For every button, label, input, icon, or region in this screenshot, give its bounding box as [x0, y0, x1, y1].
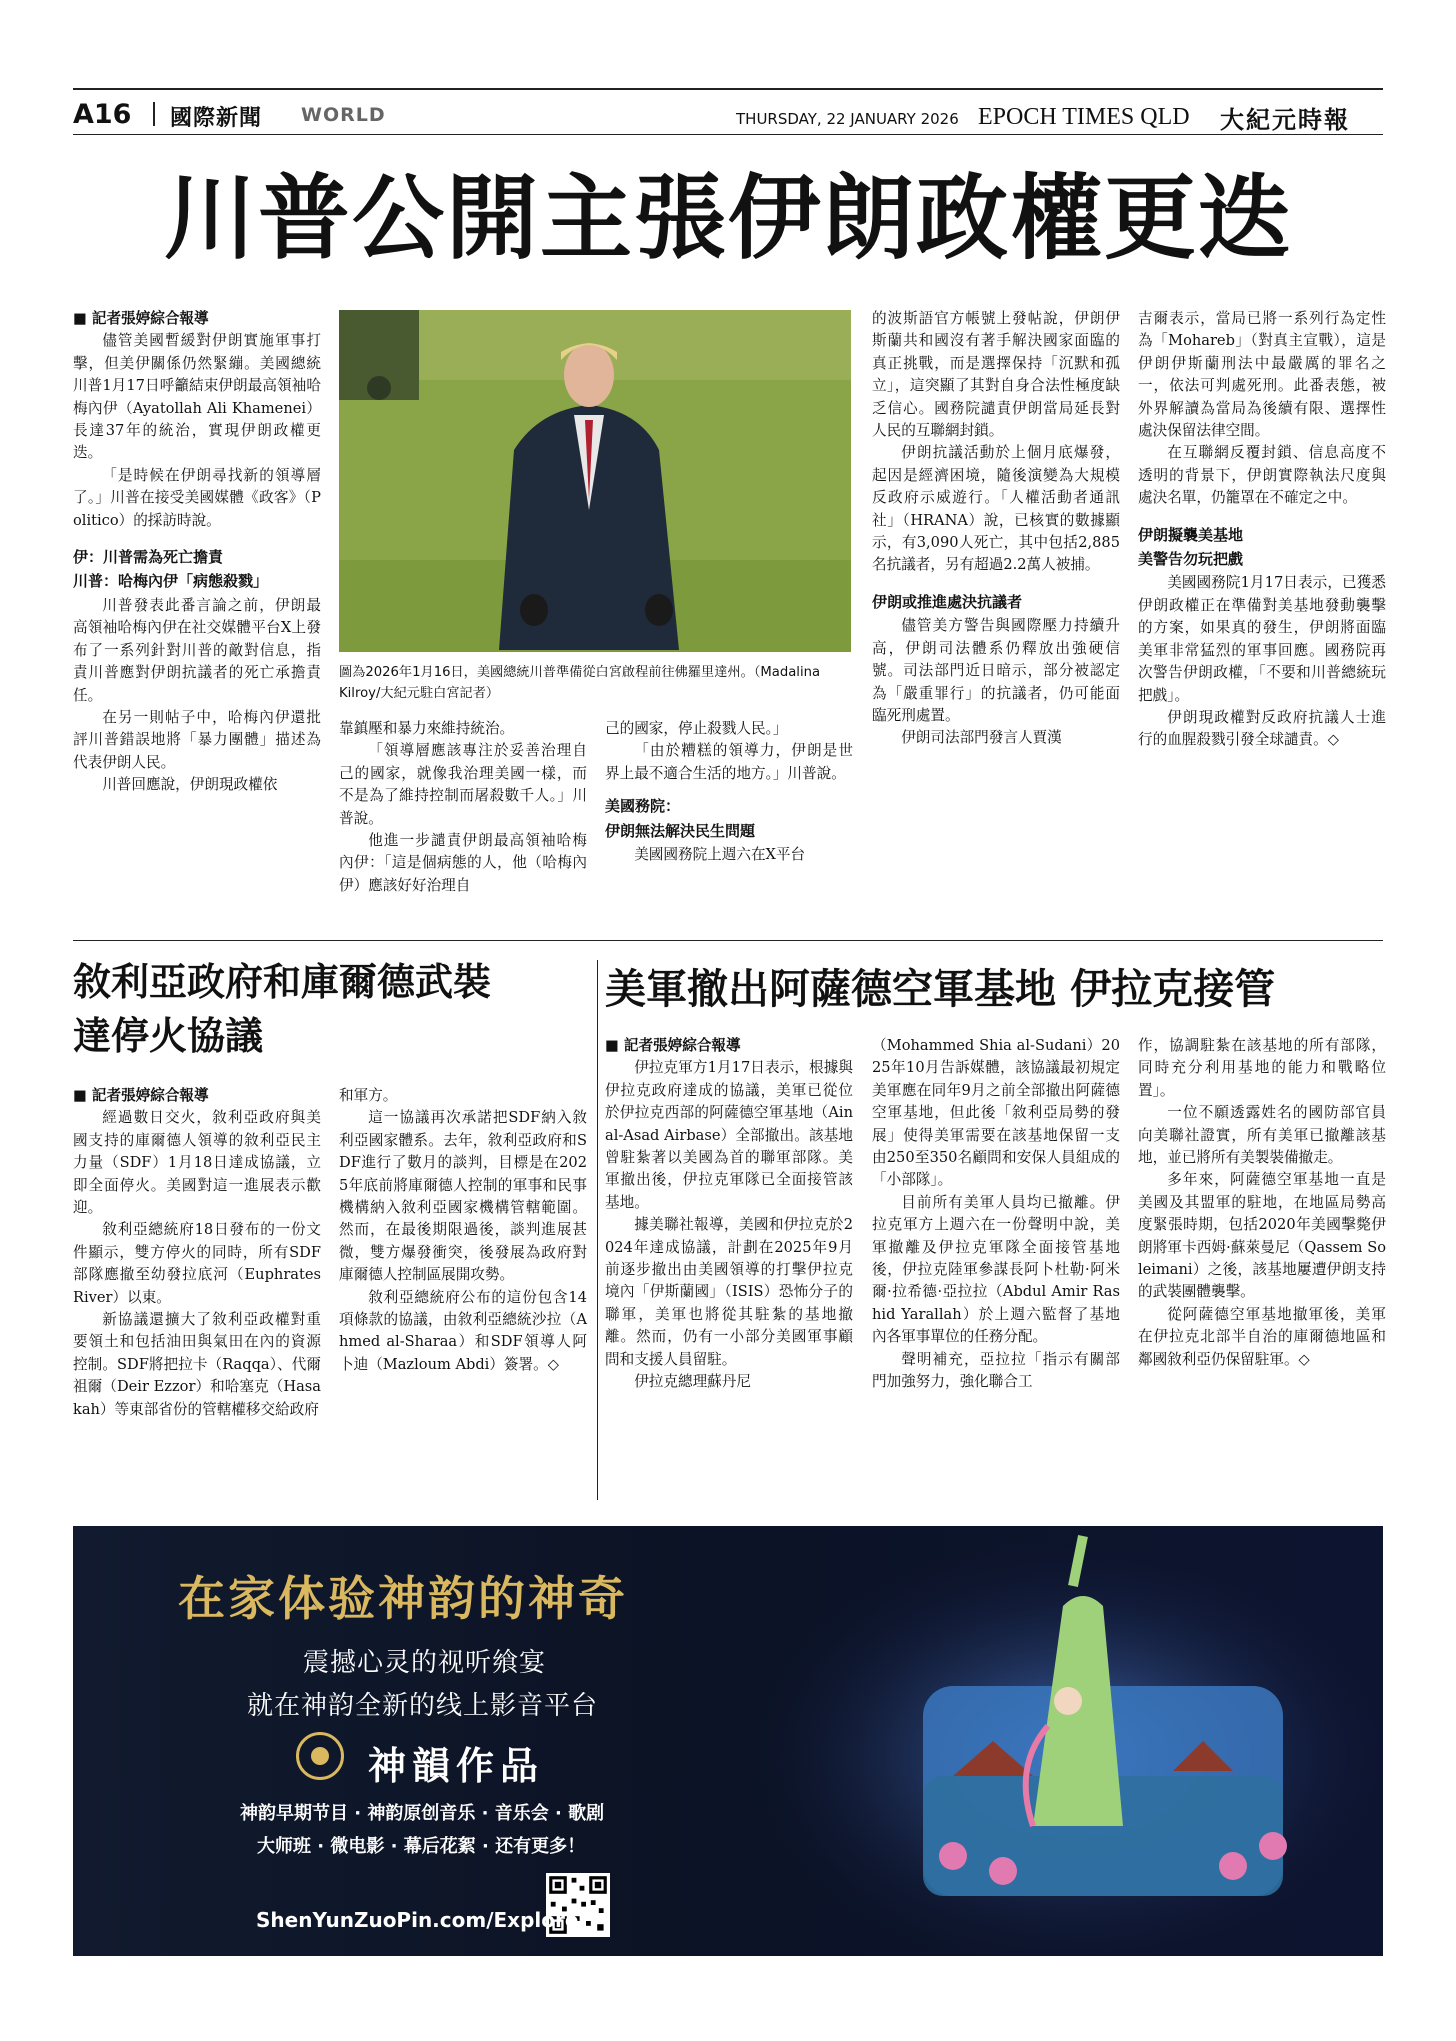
iraq-byline: ■ 記者張婷綜合報導: [605, 1037, 741, 1054]
iraq-paragraph: 從阿薩德空軍基地撤軍後，美軍在伊拉克北部半自治的庫爾德地區和鄰國敘利亞仍保留駐軍。◇: [1138, 1305, 1386, 1368]
lead-headline: 川普公開主張伊朗政權更迭: [163, 164, 1292, 272]
ad-tagline: 就在神韵全新的线上影音平台: [247, 1691, 599, 1721]
syria-paragraph: 經過數日交火，敘利亞政府與美國支持的庫爾德人領導的敘利亞民主力量（SDF）1月18日達成協議，立即全面停火。美國對這一進展表示歡迎。: [73, 1109, 321, 1217]
syria-headline-line: 敘利亞政府和庫爾德武裝: [73, 960, 492, 1004]
lead-paragraph: 儘管美方警告與國際壓力持續升高，伊朗司法體系仍釋放出強硬信號。司法部門近日暗示，部分被認定為「嚴重罪行」的抗議者，仍可能面臨死刑處置。: [872, 617, 1120, 724]
lead-paragraph: 川普回應說，伊朗現政權依: [102, 776, 278, 794]
syria-byline: ■ 記者張婷綜合報導: [73, 1087, 209, 1104]
lead-subhead: 美國務院：: [605, 797, 681, 816]
lead-column-4: [872, 308, 1120, 750]
lead-subhead: 伊朗或推進處決抗議者: [872, 592, 1023, 611]
iraq-paragraph: 多年來，阿薩德空軍基地一直是美國及其盟軍的駐地，在地區局勢高度緊張時期，包括2020年美國擊斃伊朗將軍卡西姆·蘇萊曼尼（Qassem Soleimani）之後，該基地屢遭伊朗支持的武裝團體襲擊。: [1138, 1171, 1386, 1301]
ad-program-list: 神韵早期节目 · 神韵原创音乐 · 音乐会 · 歌剧: [240, 1803, 605, 1824]
lead-subhead: 美警告勿玩把戲: [1138, 550, 1244, 569]
ad-title: 在家体验神韵的神奇: [178, 1572, 628, 1627]
lead-paragraph: 「由於糟糕的領導力，伊朗是世界上最不適合生活的地方。」川普說。: [605, 742, 853, 782]
syria-headline-line: 達停火協議: [73, 1014, 264, 1058]
lead-paragraph: 美國國務院1月17日表示，已獲悉伊朗政權正在準備對美基地發動襲擊的方案，如果真的發生，伊朗將面臨美軍非常猛烈的軍事回應。國務院再次警告伊朗政權，「不要和川普總統玩把戲」。: [1138, 574, 1386, 704]
lead-paragraph: 儘管美國暫緩對伊朗實施軍事打擊，但美伊關係仍然緊繃。美國總統川普1月17日呼籲結束伊朗最高領袖哈梅內伊（Ayatollah Ali Khamenei）長達37年的統治，實現伊朗政權更迭。: [73, 332, 321, 462]
iraq-paragraph: 聲明補充，亞拉拉「指示有關部門加強努力，強化聯合工: [872, 1350, 1120, 1391]
lead-subhead: 伊：川普需為死亡擔責: [73, 548, 224, 567]
lead-paragraph: 在互聯網反覆封鎖、信息高度不透明的背景下，伊朗實際執法尺度與處決名單，仍籠罩在不確定之中。: [1138, 444, 1386, 507]
lead-paragraph: 吉爾表示，當局已將一系列行為定性為「Mohareb」（對真主宣戰），這是伊朗伊斯蘭刑法中最嚴厲的罪名之一，依法可判處死刑。此番表態，被外界解讀為當局為後續有限、選擇性處決保留法律空間。: [1138, 310, 1386, 440]
syria-paragraph: 敘利亞總統府18日發布的一份文件顯示，雙方停火的同時，所有SDF部隊應撤至幼發拉底河（Euphrates River）以東。: [73, 1221, 321, 1306]
lead-paragraph: 「領導層應該專注於妥善治理自己的國家，就像我治理美國一樣，而不是為了維持控制而屠殺數千人。」川普說。: [339, 742, 587, 827]
iraq-paragraph: 伊拉克軍方1月17日表示，根據與伊拉克政府達成的協議，美軍已從位於伊拉克西部的阿薩德空軍基地（Ain al-Asad Airbase）全部撤出。該基地曾駐紮著以美國為首的聯軍部隊。美軍撤出後，伊拉克軍隊已全面接管該基地。: [605, 1059, 853, 1211]
syria-paragraph: 這一協議再次承諾把SDF納入敘利亞國家體系。去年，敘利亞政府和SDF進行了數月的談判，目標是在2025年底前將庫爾德人控制的軍事和民事機構納入敘利亞國家機構管轄範圍。然而，在最後期限過後，談判進展甚微，雙方爆發衝突，後發展為政府對庫爾德人控制區展開攻勢。: [339, 1109, 587, 1284]
lead-paragraph: 在另一則帖子中，哈梅內伊還批評川普錯誤地將「暴力團體」描述為代表伊朗人民。: [73, 708, 321, 771]
iraq-paragraph: 一位不願透露姓名的國防部官員向美聯社證實，所有美軍已撤離該基地，並已將所有美製裝備撤走。: [1138, 1104, 1386, 1167]
syria-column-1: [73, 1085, 321, 1421]
syria-paragraph: 新協議還擴大了敘利亞政權對重要領土和包括油田與氣田在內的資源控制。SDF將把拉卡（Raqqa）、代爾祖爾（Deir Ezzor）和哈塞克（Hasakah）等東部省份的管轄權移交給政府: [73, 1311, 321, 1418]
ad-url-link[interactable]: ShenYunZuoPin.com/Explore: [256, 1908, 579, 1932]
photo-caption: 圖為2026年1月16日，美國總統川普準備從白宮啟程前往佛羅里達州。（Madalina Kilroy/大紀元駐白宮記者）: [339, 665, 821, 701]
iraq-column-3: [1138, 1035, 1386, 1371]
page-number: A16: [73, 99, 132, 130]
ad-program-list: 大师班 · 微电影 · 幕后花絮 · 还有更多！: [257, 1836, 586, 1857]
lead-paragraph: 川普發表此番言論之前，伊朗最高領袖哈梅內伊在社交媒體平台X上發布了一系列針對川普的敵對信息，指責川普應對伊朗抗議者的死亡承擔責任。: [73, 596, 321, 704]
lead-paragraph: 伊朗現政權對反政府抗議人士進行的血腥殺戮引發全球譴責。◇: [1138, 708, 1386, 749]
syria-column-2: [339, 1085, 587, 1376]
iraq-headline: 美軍撤出阿薩德空軍基地 伊拉克接管: [605, 965, 1276, 1013]
header-bottom-rule: [73, 134, 1383, 135]
iraq-paragraph: 據美聯社報導，美國和伊拉克於2024年達成協議，計劃在2025年9月前逐步撤出由美國領導的打擊伊拉克境內「伊斯蘭國」（ISIS）恐怖分子的聯軍，美軍也將從其駐紮的基地撤離。然而，仍有一小部分美國軍事顧問和支援人員留駐。: [605, 1216, 853, 1368]
iraq-column-1: [605, 1035, 853, 1394]
lead-photo: [339, 310, 851, 652]
lead-column-5: [1138, 308, 1386, 752]
lead-column-1: [73, 308, 321, 797]
top-rule: [73, 88, 1383, 90]
paper-name: EPOCH TIMES QLD: [978, 104, 1190, 130]
ad-tagline: 震撼心灵的视听飨宴: [303, 1648, 547, 1678]
lead-paragraph: 他進一步譴責伊朗最高領袖哈梅內伊：「這是個病態的人，他（哈梅內伊）應該好好治理自: [339, 832, 587, 894]
section-title: 國際新聞: [170, 106, 263, 131]
lead-column-2: [339, 718, 587, 897]
lead-paragraph: 伊朗抗議活動於上個月底爆發，起因是經濟困境，隨後演變為大規模反政府示威遊行。「人權活動者通訊社」（HRANA）說，已核實的數據顯示，有3,090人死亡，其中包括2,885名抗議者，另有超過2.2萬人被捕。: [872, 444, 1120, 574]
lead-paragraph: 美國國務院上週六在X平台: [634, 846, 806, 864]
lead-paragraph: 己的國家，停止殺戮人民。」: [605, 720, 788, 737]
issue-date: THURSDAY, 22 JANUARY 2026: [736, 110, 959, 128]
lead-subhead: 川普：哈梅內伊「病態殺戮」: [73, 572, 269, 591]
iraq-column-2: [872, 1035, 1120, 1394]
lead-photo-image: [339, 310, 851, 652]
lead-paragraph: 靠鎮壓和暴力來維持統治。: [339, 720, 515, 737]
section-rule: [73, 940, 1383, 941]
lead-column-3: [605, 718, 853, 866]
lead-subhead: 伊朗無法解決民生問題: [605, 821, 756, 840]
section-title-en: WORLD: [301, 104, 386, 126]
syria-headline: [73, 955, 491, 1063]
syria-paragraph: 敘利亞總統府公布的這份包含14項條款的協議，由敘利亞總統沙拉（Ahmed al-Sharaa）和SDF領導人阿卜迪（Mazloum Abdi）簽署。◇: [339, 1288, 587, 1373]
iraq-paragraph: （Mohammed Shia al-Sudani）2025年10月告訴媒體，該協議最初規定美軍應在同年9月之前全部撤出阿薩德空軍基地，但此後「敘利亞局勢的發展」使得美軍需要在該基地保留一支由250至350名顧問和安保人員組成的「小部隊」。: [872, 1037, 1120, 1189]
shenyun-logo-icon: [296, 1732, 344, 1780]
header-divider: [153, 102, 155, 126]
lead-byline: ■ 記者張婷綜合報導: [73, 310, 209, 327]
lead-subhead: 伊朗擬襲美基地: [1138, 525, 1244, 544]
iraq-paragraph: 伊拉克總理蘇丹尼: [634, 1373, 751, 1391]
column-divider: [597, 960, 598, 1500]
iraq-paragraph: 作，協調駐紮在該基地的所有部隊，同時充分利用基地的能力和戰略位置」。: [1138, 1037, 1386, 1099]
iraq-paragraph: 目前所有美軍人員均已撤離。伊拉克軍方上週六在一份聲明中說，美軍撤離及伊拉克軍隊全面接管基地後，伊拉克陸軍參謀長阿卜杜勒·阿米爾·拉希德·亞拉拉（Abdul Amir Rashid Yarallah）於上週六監督了基地內各軍事單位的任務分配。: [872, 1193, 1120, 1346]
paper-logo: 大紀元時報: [1220, 105, 1350, 134]
syria-paragraph: 和軍方。: [339, 1087, 398, 1104]
lead-paragraph: 伊朗司法部門發言人賈漢: [901, 729, 1062, 747]
ad-brand: 神韻作品: [368, 1743, 545, 1788]
lead-paragraph: 的波斯語官方帳號上發帖說，伊朗伊斯蘭共和國沒有著手解決國家面臨的真正挑戰，而是選擇保持「沉默和孤立」，這突顯了其對自身合法性極度缺乏信心。國務院譴責伊朗當局延長對人民的互聯網封鎖。: [872, 310, 1120, 440]
lead-paragraph: 「是時候在伊朗尋找新的領導層了。」川普在接受美國媒體《政客》（Politico）的採訪時說。: [73, 466, 321, 529]
